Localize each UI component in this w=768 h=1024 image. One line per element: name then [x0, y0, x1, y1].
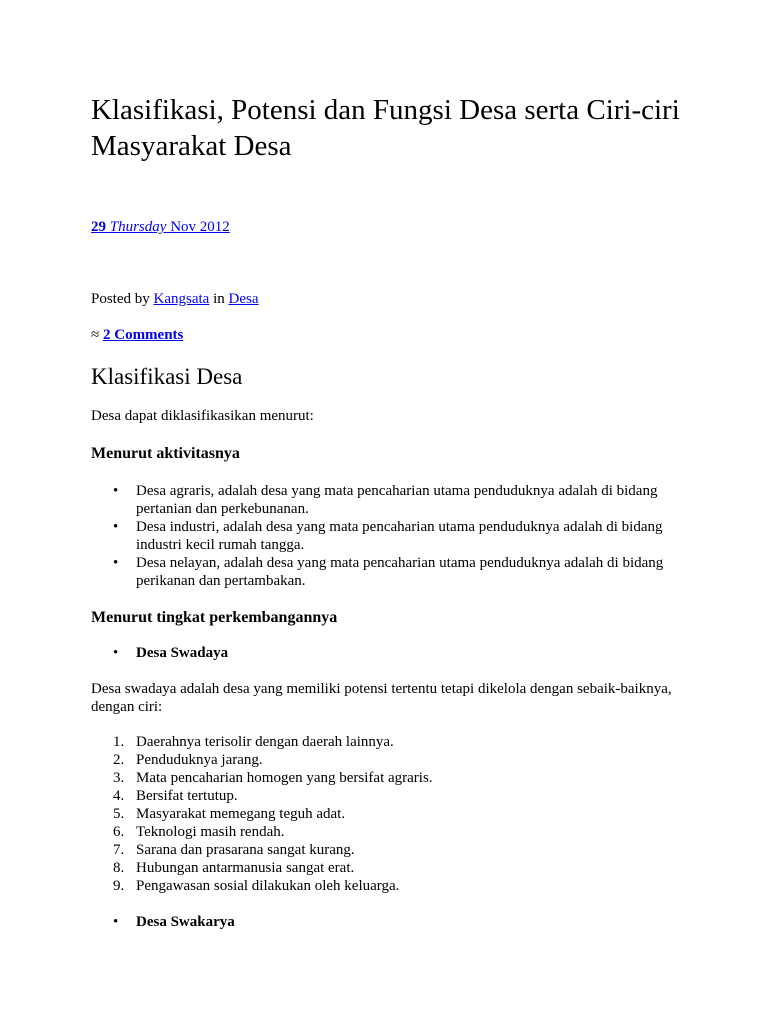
list-item-text: Desa agraris, adalah desa yang mata pencaharian utama penduduknya adalah di bidang pertanian dan perkebunanan.: [136, 483, 658, 517]
list-item: [91, 518, 681, 554]
list-item-text: Daerahnya terisolir dengan daerah lainnya.: [136, 734, 394, 750]
post-date: [91, 217, 230, 237]
list-item: 3. Mata pencaharian homogen yang bersifat agraris.: [113, 770, 433, 786]
date-month-year: Nov 2012: [170, 219, 230, 235]
post-meta: [91, 289, 259, 309]
list-item-text: Masyarakat memegang teguh adat.: [136, 806, 346, 822]
list-item: [91, 644, 681, 662]
posted-by-label: Posted by: [91, 291, 150, 307]
list-item-text: Teknologi masih rendah.: [136, 824, 285, 840]
bullet-icon: •: [113, 555, 119, 571]
swakarya-label: Desa Swakarya: [136, 914, 235, 930]
activity-list: [91, 482, 681, 590]
comments-icon: ≈: [91, 327, 100, 343]
list-item: 2. Penduduknya jarang.: [113, 752, 263, 768]
comments-link[interactable]: 2 Comments: [102, 327, 184, 343]
date-day: 29: [91, 219, 106, 235]
swadaya-traits-list: [91, 733, 433, 895]
list-item-text: Bersifat tertutup.: [136, 788, 238, 804]
swadaya-label: Desa Swadaya: [136, 645, 229, 661]
swakarya-bullet: [91, 913, 681, 931]
list-item: 1. Daerahnya terisolir dengan daerah lainnya.: [113, 734, 394, 750]
list-item-text: Pengawasan sosial dilakukan oleh keluarga.: [136, 878, 400, 894]
list-item: [91, 913, 681, 931]
list-item: 6. Teknologi masih rendah.: [113, 824, 285, 840]
list-item-text: Mata pencaharian homogen yang bersifat agraris.: [136, 770, 433, 786]
page-title: Klasifikasi, Potensi dan Fungsi Desa serta Ciri-ciri Masyarakat Desa: [91, 94, 680, 162]
list-item: 7. Sarana dan prasarana sangat kurang.: [113, 842, 355, 858]
list-item-text: Penduduknya jarang.: [136, 752, 263, 768]
bullet-icon: •: [113, 519, 119, 535]
list-item-text: Desa industri, adalah desa yang mata pencaharian utama penduduknya adalah di bidang industri kecil rumah tangga.: [136, 519, 663, 553]
section-heading: Klasifikasi Desa: [91, 364, 243, 389]
development-heading: Menurut tingkat perkembangannya: [91, 609, 338, 626]
bullet-icon: •: [113, 483, 119, 499]
swadaya-bullet: [91, 644, 681, 662]
list-item: [91, 482, 681, 518]
activity-heading: Menurut aktivitasnya: [91, 445, 240, 462]
comments-row: [91, 325, 183, 345]
list-item-text: Hubungan antarmanusia sangat erat.: [136, 860, 355, 876]
author-link[interactable]: Kangsata: [153, 291, 210, 307]
list-item: 5. Masyarakat memegang teguh adat.: [113, 806, 346, 822]
bullet-icon: •: [113, 645, 119, 661]
swadaya-description: Desa swadaya adalah desa yang memiliki potensi tertentu tetapi dikelola dengan sebaik-baiknya, dengan ciri:: [91, 681, 672, 715]
date-weekday: Thursday: [109, 219, 167, 235]
list-item: 4. Bersifat tertutup.: [113, 788, 238, 804]
category-link[interactable]: Desa: [228, 291, 259, 307]
in-label: in: [213, 291, 225, 307]
list-item: 9. Pengawasan sosial dilakukan oleh keluarga.: [113, 878, 400, 894]
post-date-link[interactable]: [91, 219, 230, 235]
list-item: 8. Hubungan antarmanusia sangat erat.: [113, 860, 355, 876]
list-item: [91, 554, 681, 590]
list-item-text: Sarana dan prasarana sangat kurang.: [136, 842, 355, 858]
bullet-icon: •: [113, 914, 119, 930]
list-item-text: Desa nelayan, adalah desa yang mata pencaharian utama penduduknya adalah di bidang perikanan dan pertambakan.: [136, 555, 664, 589]
section-intro: Desa dapat diklasifikasikan menurut:: [91, 408, 314, 424]
